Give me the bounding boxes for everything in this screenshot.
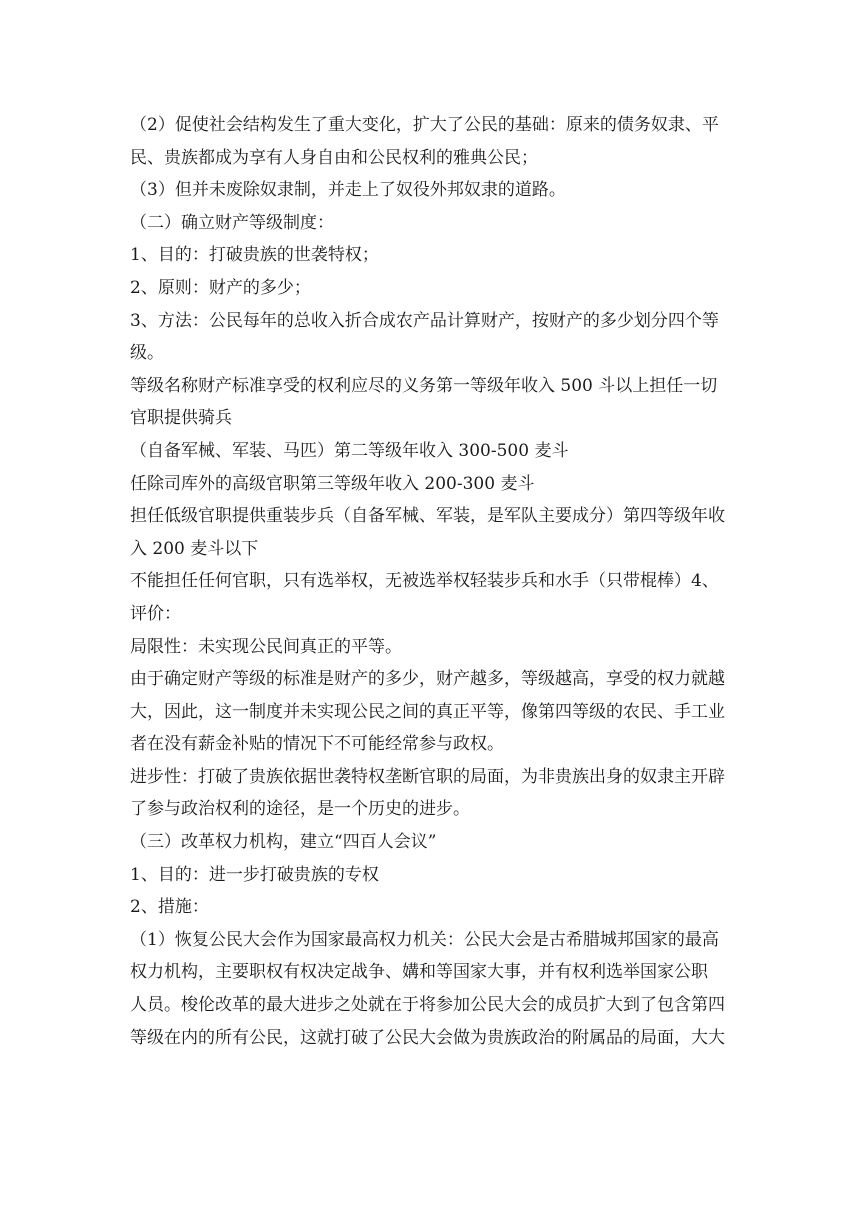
document-body (130, 109, 740, 1054)
text-line: 人员。梭伦改革的最大进步之处就在于将参加公民大会的成员扩大到了包含第四 (130, 995, 725, 1016)
text-line: （3）但并未废除奴隶制，并走上了奴役外邦奴隶的道路。 (130, 180, 566, 201)
text-line: 者在没有薪金补贴的情况下不可能经常参与政权。 (130, 734, 504, 755)
text-line: 入 200 麦斗以下 (130, 538, 259, 559)
text-line: 级。 (130, 343, 164, 364)
text-line: 不能担任任何官职，只有选举权，无被选举权轻装步兵和水手（只带棍棒）4、 (130, 571, 719, 592)
text-line: 担任低级官职提供重装步兵（自备军械、军装，是军队主要成分）第四等级年收 (130, 506, 725, 527)
text-line: 由于确定财产等级的标准是财产的多少，财产越多，等级越高，享受的权力就越 (130, 669, 725, 690)
text-line: 1、目的：打破贵族的世袭特权； (130, 245, 379, 266)
text-line: （2）促使社会结构发生了重大变化，扩大了公民的基础：原来的债务奴隶、平 (130, 115, 719, 135)
text-line: 进步性：打破了贵族依据世袭特权垄断官职的局面，为非贵族出身的奴隶主开辟 (130, 766, 725, 787)
text-line: 1、目的：进一步打破贵族的专权 (130, 864, 379, 885)
text-line: 局限性：未实现公民间真正的平等。 (130, 636, 402, 657)
section-heading: （二）确立财产等级制度： (130, 212, 334, 233)
text-line: 等级在内的所有公民，这就打破了公民大会做为贵族政治的附属品的局面，大大 (130, 1027, 725, 1048)
text-line: （1）恢复公民大会作为国家最高权力机关：公民大会是古希腊城邦国家的最高 (130, 929, 719, 950)
text-line: 了参与政治权利的途径，是一个历史的进步。 (130, 799, 470, 820)
text-line: 民、贵族都成为享有人身自由和公民权利的雅典公民； (130, 147, 538, 168)
text-line: 评价： (130, 603, 181, 624)
text-line: 2、原则：财产的多少； (130, 277, 311, 298)
text-line: （自备军械、军装、马匹）第二等级年收入 300-500 麦斗 (130, 440, 569, 461)
text-line: 等级名称财产标准享受的权利应尽的义务第一等级年收入 500 斗以上担任一切 (130, 375, 718, 396)
text-line: 官职提供骑兵 (130, 408, 232, 429)
section-heading: （三）改革权力机构，建立“四百人会议” (130, 832, 437, 853)
text-line: 任除司库外的高级官职第三等级年收入 200-300 麦斗 (130, 473, 535, 494)
text-line: 大，因此，这一制度并未实现公民之间的真正平等，像第四等级的农民、手工业 (130, 701, 725, 722)
text-line: 2、措施： (130, 897, 209, 918)
text-line: 3、方法：公民每年的总收入折合成农产品计算财产，按财产的多少划分四个等 (130, 310, 719, 331)
text-line: 权力机构，主要职权有权决定战争、媾和等国家大事，并有权利选举国家公职 (130, 962, 708, 983)
